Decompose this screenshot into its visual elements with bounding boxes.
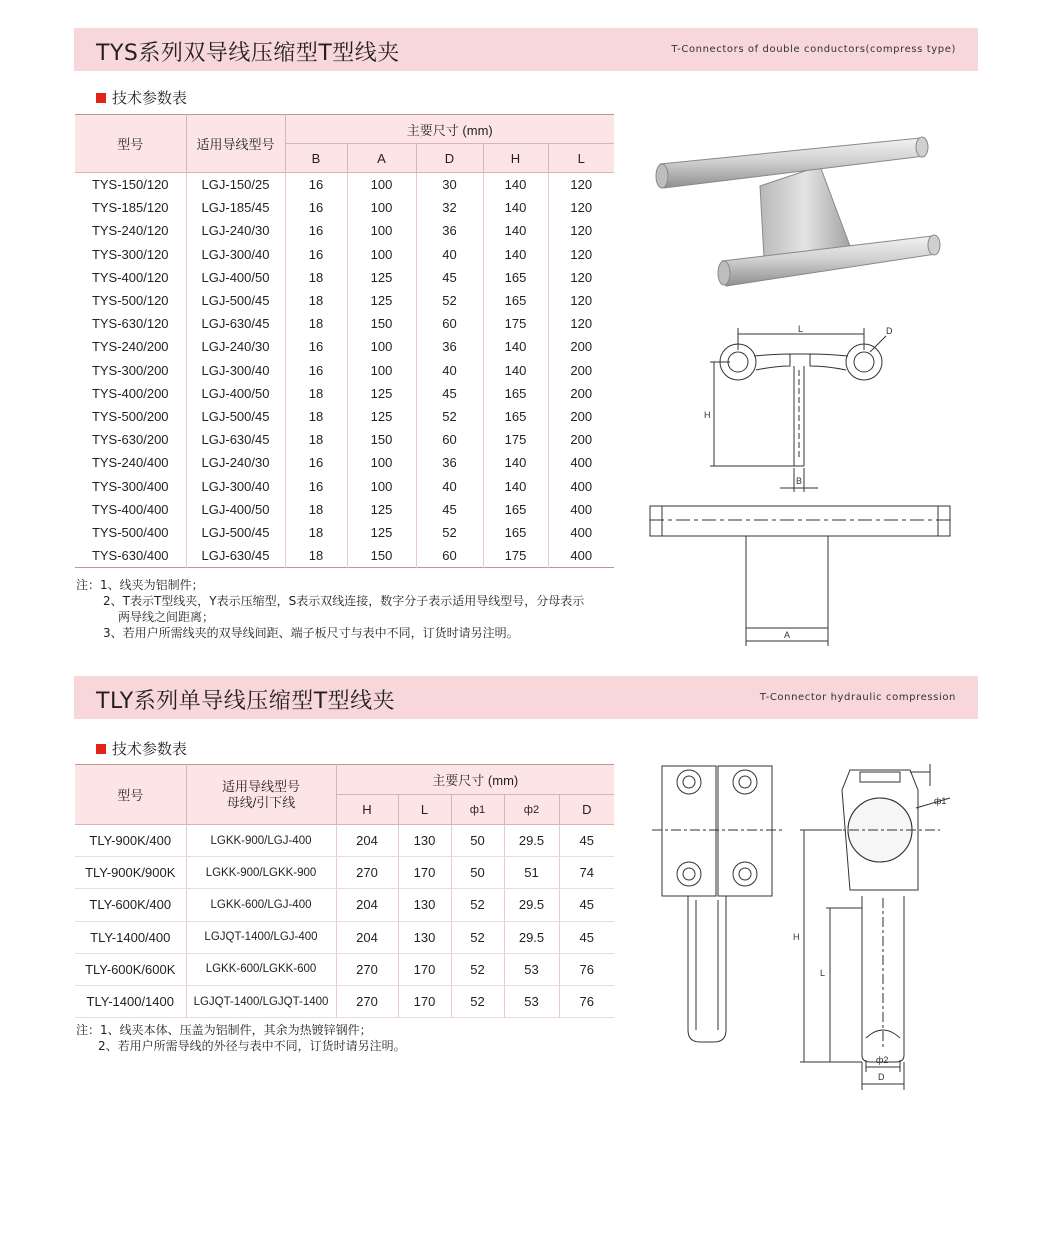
table-cell: 52: [416, 405, 483, 428]
tly-header-conductor-line2: 母线/引下线: [226, 794, 296, 810]
table-cell: 45: [416, 266, 483, 289]
table-cell: 130: [398, 889, 451, 921]
table-cell: 52: [451, 921, 504, 953]
table-cell: 120: [548, 196, 614, 219]
table-cell: 53: [504, 953, 559, 985]
table-cell: 52: [416, 289, 483, 312]
table-cell: TYS-400/120: [91, 269, 169, 285]
table-cell: 18: [285, 498, 347, 521]
table-cell: 165: [483, 382, 548, 405]
table-cell: LGJ-240/30: [186, 451, 285, 474]
table-cell: 18: [285, 428, 347, 451]
table-cell: 45: [559, 825, 614, 857]
table-row: [75, 243, 614, 266]
table-cell: 16: [285, 173, 347, 197]
table-cell: 100: [347, 196, 416, 219]
table-cell: 50: [451, 825, 504, 857]
tly-table-body: [75, 825, 614, 1018]
table-cell: 120: [548, 266, 614, 289]
table-cell: 29.5: [504, 921, 559, 953]
table-cell: 45: [416, 382, 483, 405]
table-cell: 60: [416, 428, 483, 451]
section2-title: TLY系列单导线压缩型T型线夹: [96, 689, 396, 714]
table-cell: TYS-630/400: [91, 548, 169, 564]
table-cell: 16: [285, 359, 347, 382]
section2-title-en: T-Connector hydraulic compression: [759, 692, 956, 703]
table-cell: 125: [347, 289, 416, 312]
table-cell: 29.5: [504, 825, 559, 857]
dim-label-H: H: [793, 932, 800, 942]
table-cell: LGJ-400/50: [186, 382, 285, 405]
table-cell: 76: [559, 953, 614, 985]
table-cell: 175: [483, 544, 548, 568]
tys-header-model: 型号: [75, 115, 186, 173]
red-square-icon: [96, 93, 106, 103]
table-cell: 170: [398, 857, 451, 889]
table-cell: 100: [347, 173, 416, 197]
dim-label-H: H: [704, 410, 711, 420]
section2-subtitle-text: 技术参数表: [112, 740, 188, 758]
table-cell: TYS-300/120: [91, 246, 169, 262]
table-cell: 130: [398, 825, 451, 857]
table-cell: 16: [285, 243, 347, 266]
table-cell: LGJ-300/40: [186, 474, 285, 497]
table-cell: 150: [347, 544, 416, 568]
dim-label-D: D: [886, 326, 893, 336]
table-cell: TYS-400/200: [91, 385, 169, 401]
table-row: [75, 405, 614, 428]
section1-title-en: T-Connectors of double conductors(compress type): [671, 44, 956, 55]
tys-header-col: A: [347, 144, 416, 173]
table-cell: TYS-150/120: [91, 177, 169, 193]
table-cell: 32: [416, 196, 483, 219]
table-cell: LGJQT-1400/LGJ-400: [186, 921, 336, 953]
table-cell: 400: [548, 521, 614, 544]
tly-header-col: H: [336, 795, 398, 825]
table-cell: 200: [548, 382, 614, 405]
table-cell: 120: [548, 219, 614, 242]
table-cell: 140: [483, 173, 548, 197]
table-row: [75, 521, 614, 544]
tly-header-col: ф2: [504, 795, 559, 825]
tly-header-conductor: [186, 765, 336, 825]
table-cell: 204: [336, 825, 398, 857]
table-cell: 170: [398, 985, 451, 1017]
table-row: [75, 451, 614, 474]
tys-header-dims: 主要尺寸 (mm): [285, 115, 614, 144]
table-cell: 52: [451, 985, 504, 1017]
table-cell: LGJ-500/45: [186, 405, 285, 428]
table-cell: 40: [416, 474, 483, 497]
table-cell: 140: [483, 451, 548, 474]
table-cell: 140: [483, 359, 548, 382]
table-cell: 200: [548, 359, 614, 382]
tys-header-col: H: [483, 144, 548, 173]
tly-side-view-drawing: [790, 760, 960, 1090]
tly-header-col: ф1: [451, 795, 504, 825]
table-cell: TYS-185/120: [91, 200, 169, 216]
table-row: [75, 889, 614, 921]
table-cell: TYS-400/400: [91, 501, 169, 517]
table-cell: TYS-630/200: [91, 432, 169, 448]
table-cell: 120: [548, 243, 614, 266]
tly-spec-table: [75, 764, 614, 1018]
table-cell: LGKK-900/LGKK-900: [186, 857, 336, 889]
table-cell: 120: [548, 173, 614, 197]
table-cell: 74: [559, 857, 614, 889]
table-cell: 204: [336, 921, 398, 953]
table-cell: 76: [559, 985, 614, 1017]
table-cell: TYS-300/400: [91, 478, 169, 494]
tly-header-col: D: [559, 795, 614, 825]
table-cell: 53: [504, 985, 559, 1017]
dim-label-A: A: [784, 630, 791, 640]
section2-banner: [74, 676, 978, 719]
table-cell: LGJQT-1400/LGJQT-1400: [186, 985, 336, 1017]
table-row: [75, 266, 614, 289]
tys-header-conductor: 适用导线型号: [186, 115, 285, 173]
red-square-icon: [96, 744, 106, 754]
table-cell: 175: [483, 312, 548, 335]
table-cell: 18: [285, 312, 347, 335]
table-cell: 170: [398, 953, 451, 985]
table-cell: LGKK-900/LGJ-400: [186, 825, 336, 857]
table-cell: 36: [416, 451, 483, 474]
table-cell: 165: [483, 289, 548, 312]
table-cell: 45: [559, 921, 614, 953]
table-cell: TLY-1400/1400: [75, 985, 186, 1017]
tys-product-photo: [650, 126, 950, 296]
table-cell: LGJ-500/45: [186, 521, 285, 544]
table-cell: 30: [416, 173, 483, 197]
table-cell: 140: [483, 335, 548, 358]
table-cell: LGJ-630/45: [186, 544, 285, 568]
tys-table-body: [75, 173, 614, 568]
table-cell: TYS-630/120: [91, 316, 169, 332]
table-cell: TLY-900K/400: [75, 825, 186, 857]
table-cell: 45: [416, 498, 483, 521]
table-cell: 140: [483, 474, 548, 497]
table-cell: LGJ-240/30: [186, 335, 285, 358]
note-line: 注：1、线夹为铝制件；: [76, 578, 204, 592]
table-cell: 18: [285, 544, 347, 568]
table-cell: 52: [451, 953, 504, 985]
table-cell: 60: [416, 312, 483, 335]
dim-label-B: B: [796, 476, 803, 486]
table-cell: 200: [548, 428, 614, 451]
table-row: [75, 825, 614, 857]
table-cell: TYS-500/400: [91, 524, 169, 540]
note-line: 注：1、线夹本体、压盖为铝制件，其余为热镀锌钢件；: [76, 1023, 372, 1037]
table-cell: LGJ-185/45: [186, 196, 285, 219]
table-row: [75, 289, 614, 312]
table-cell: 165: [483, 521, 548, 544]
table-cell: TLY-1400/400: [75, 921, 186, 953]
dim-label-L: L: [798, 324, 804, 334]
table-cell: 50: [451, 857, 504, 889]
table-cell: 18: [285, 382, 347, 405]
section2-subtitle: [96, 738, 187, 759]
table-cell: 125: [347, 405, 416, 428]
table-cell: 18: [285, 521, 347, 544]
table-cell: 45: [559, 889, 614, 921]
table-cell: TYS-300/200: [91, 362, 169, 378]
table-cell: 100: [347, 474, 416, 497]
table-cell: TYS-240/120: [91, 223, 169, 239]
table-cell: TYS-240/400: [91, 455, 169, 471]
table-row: [75, 173, 614, 197]
table-cell: 40: [416, 243, 483, 266]
table-cell: TLY-900K/900K: [75, 857, 186, 889]
note-line: 两导线之间距离；: [118, 610, 215, 624]
table-cell: 165: [483, 498, 548, 521]
section1-banner: [74, 28, 978, 71]
note-line: 3、若用户所需线夹的双导线间距、端子板尺寸与表中不同，订货时请另注明。: [103, 626, 519, 640]
dim-label-phi1: ф1: [934, 796, 947, 806]
tys-header-col: L: [548, 144, 614, 173]
table-row: [75, 544, 614, 568]
table-cell: 40: [416, 359, 483, 382]
table-cell: 204: [336, 889, 398, 921]
table-cell: 140: [483, 219, 548, 242]
table-cell: 125: [347, 521, 416, 544]
table-row: [75, 196, 614, 219]
table-row: [75, 857, 614, 889]
table-cell: LGJ-500/45: [186, 289, 285, 312]
table-cell: TYS-500/200: [91, 408, 169, 424]
table-row: [75, 219, 614, 242]
table-cell: 165: [483, 266, 548, 289]
table-cell: 29.5: [504, 889, 559, 921]
tys-technical-drawing: [640, 320, 960, 655]
table-cell: LGJ-300/40: [186, 243, 285, 266]
table-cell: 270: [336, 857, 398, 889]
table-cell: 16: [285, 451, 347, 474]
table-cell: LGJ-630/45: [186, 428, 285, 451]
table-cell: 52: [451, 889, 504, 921]
table-cell: TLY-600K/600K: [75, 953, 186, 985]
section1-subtitle-text: 技术参数表: [112, 89, 188, 107]
table-cell: 16: [285, 219, 347, 242]
table-cell: 51: [504, 857, 559, 889]
table-cell: 125: [347, 498, 416, 521]
table-row: [75, 335, 614, 358]
table-cell: 150: [347, 428, 416, 451]
table-cell: 16: [285, 196, 347, 219]
table-cell: 400: [548, 451, 614, 474]
dim-label-phi2: ф2: [876, 1055, 889, 1065]
table-cell: 200: [548, 335, 614, 358]
table-cell: 125: [347, 382, 416, 405]
table-cell: 150: [347, 312, 416, 335]
table-row: [75, 359, 614, 382]
section1-subtitle: [96, 87, 187, 108]
table-cell: LGKK-600/LGJ-400: [186, 889, 336, 921]
tly-header-model: 型号: [75, 765, 186, 825]
table-cell: 270: [336, 985, 398, 1017]
table-cell: LGJ-150/25: [186, 173, 285, 197]
table-cell: 16: [285, 474, 347, 497]
table-cell: TYS-240/200: [91, 339, 169, 355]
tys-spec-table: [75, 114, 614, 568]
dim-label-L: L: [820, 968, 826, 978]
table-cell: 165: [483, 405, 548, 428]
table-cell: 120: [548, 312, 614, 335]
table-cell: 36: [416, 219, 483, 242]
table-cell: 400: [548, 544, 614, 568]
table-cell: 100: [347, 243, 416, 266]
table-cell: 18: [285, 289, 347, 312]
table-row: [75, 498, 614, 521]
table-cell: 120: [548, 289, 614, 312]
note-line: 2、T表示T型线夹，Y表示压缩型，S表示双线连接，数字分子表示适用导线型号，分母表示: [103, 594, 585, 608]
table-cell: 270: [336, 953, 398, 985]
table-row: [75, 428, 614, 451]
tly-header-conductor-line1: 适用导线型号: [221, 778, 300, 794]
table-cell: LGJ-400/50: [186, 266, 285, 289]
table-cell: LGKK-600/LGKK-600: [186, 953, 336, 985]
table-cell: TLY-600K/400: [75, 889, 186, 921]
table-row: [75, 921, 614, 953]
table-cell: 100: [347, 219, 416, 242]
tly-header-dims: 主要尺寸 (mm): [336, 765, 614, 795]
tys-header-col: B: [285, 144, 347, 173]
table-row: [75, 312, 614, 335]
table-cell: 18: [285, 405, 347, 428]
table-cell: 140: [483, 196, 548, 219]
table-cell: 125: [347, 266, 416, 289]
table-cell: LGJ-300/40: [186, 359, 285, 382]
tly-front-view-drawing: [652, 760, 782, 1050]
table-cell: 100: [347, 335, 416, 358]
table-cell: TYS-500/120: [91, 293, 169, 309]
table-cell: 400: [548, 474, 614, 497]
table-row: [75, 474, 614, 497]
table-cell: 18: [285, 266, 347, 289]
table-row: [75, 382, 614, 405]
table-cell: 100: [347, 359, 416, 382]
tys-header-col: D: [416, 144, 483, 173]
table-cell: 52: [416, 521, 483, 544]
table-cell: LGJ-400/50: [186, 498, 285, 521]
table-row: [75, 985, 614, 1017]
dim-label-D: D: [878, 1072, 885, 1082]
section1-title: TYS系列双导线压缩型T型线夹: [96, 41, 400, 66]
table-cell: 16: [285, 335, 347, 358]
table-cell: 36: [416, 335, 483, 358]
table-cell: 130: [398, 921, 451, 953]
section1-notes: [76, 577, 584, 641]
table-row: [75, 953, 614, 985]
tly-header-col: L: [398, 795, 451, 825]
table-cell: LGJ-240/30: [186, 219, 285, 242]
note-line: 2、若用户所需导线的外径与表中不同，订货时请另注明。: [98, 1039, 406, 1053]
table-cell: 200: [548, 405, 614, 428]
table-cell: 60: [416, 544, 483, 568]
table-cell: 140: [483, 243, 548, 266]
section2-notes: [76, 1022, 406, 1054]
table-cell: LGJ-630/45: [186, 312, 285, 335]
table-cell: 100: [347, 451, 416, 474]
table-cell: 400: [548, 498, 614, 521]
table-cell: 175: [483, 428, 548, 451]
